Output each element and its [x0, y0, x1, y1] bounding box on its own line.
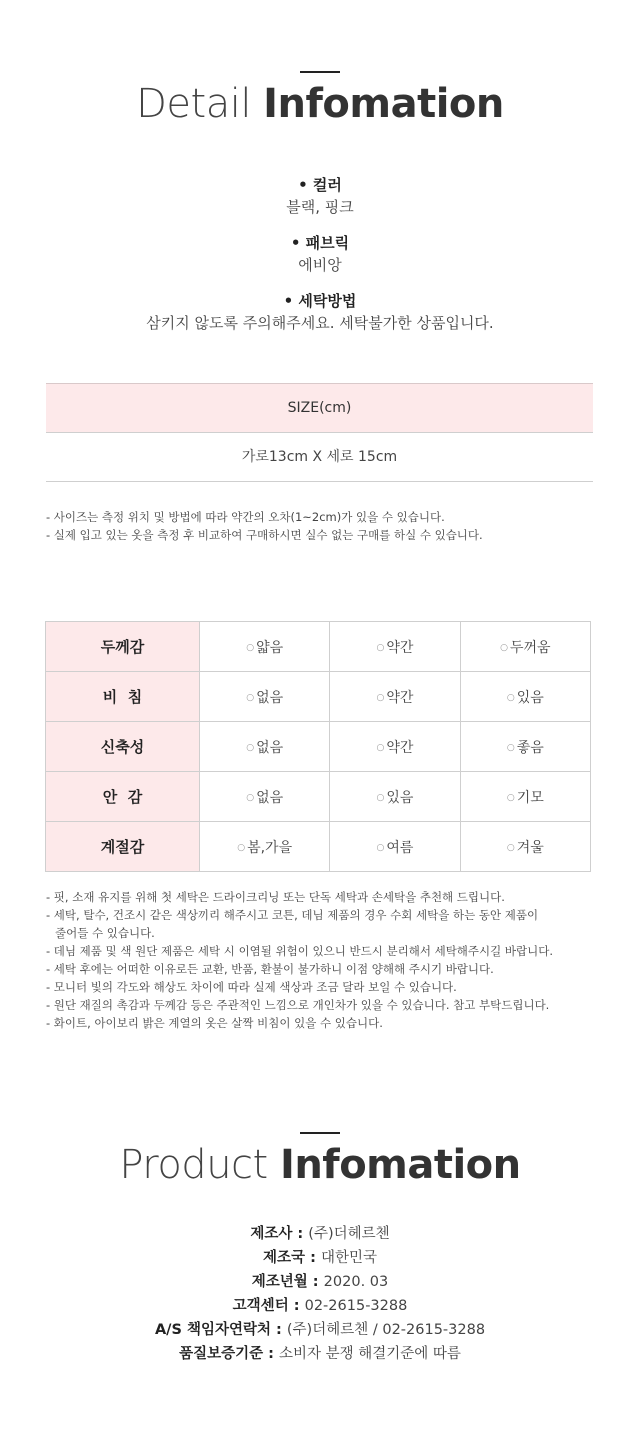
- product-title-thin: Product: [119, 1142, 280, 1188]
- circle-icon: ○: [376, 792, 385, 803]
- option-label: 봄,가을: [247, 839, 293, 856]
- info-key: 품질보증기준 :: [179, 1346, 279, 1362]
- circle-icon: ○: [506, 742, 515, 753]
- option-label: 약간: [386, 739, 414, 756]
- info-value: 소비자 분쟁 해결기준에 따름: [279, 1346, 461, 1362]
- spec-fabric: [0, 232, 640, 276]
- product-info-item: [0, 1318, 640, 1342]
- option-label: 있음: [386, 789, 414, 806]
- row-label: 안 감: [46, 772, 200, 822]
- info-value: (주)더헤르첸 / 02-2615-3288: [286, 1322, 486, 1338]
- care-note: - 세탁, 탈수, 건조시 같은 색상끼리 해주시고 코튼, 데님 제품의 경우 수회 세탁을 하는 동안 제품이: [46, 908, 539, 922]
- option-label: 여름: [386, 839, 414, 856]
- product-info-item: [0, 1222, 640, 1246]
- circle-icon: ○: [506, 792, 515, 803]
- circle-icon: ○: [246, 692, 255, 703]
- info-value: 02-2615-3288: [304, 1298, 408, 1314]
- circle-icon: ○: [506, 842, 515, 853]
- option-label: 없음: [256, 739, 284, 756]
- detail-title-bar: [300, 71, 340, 73]
- size-note: - 실제 입고 있는 옷을 측정 후 비교하여 구매하시면 실수 없는 구매를 하실 수 있습니다.: [46, 528, 483, 542]
- info-value: 대한민국: [320, 1250, 377, 1266]
- info-key: 제조년월 :: [251, 1274, 324, 1290]
- option-label: 두꺼움: [509, 639, 551, 656]
- info-key: A/S 책임자연락처 :: [154, 1322, 287, 1338]
- size-notes: [46, 508, 606, 544]
- care-note: - 화이트, 아이보리 밝은 계열의 옷은 살짝 비침이 있을 수 있습니다.: [46, 1016, 383, 1030]
- table-row: [46, 772, 591, 822]
- option-cell: [330, 672, 460, 722]
- option-label: 약간: [386, 689, 414, 706]
- option-cell: [200, 772, 330, 822]
- option-label: 좋음: [516, 739, 544, 756]
- size-value: 가로13cm X 세로 15cm: [46, 433, 593, 482]
- circle-icon: ○: [246, 792, 255, 803]
- option-label: 없음: [256, 789, 284, 806]
- care-note: 줄어들 수 있습니다.: [55, 926, 155, 940]
- option-cell: [330, 822, 460, 872]
- circle-icon: ○: [246, 742, 255, 753]
- size-header: SIZE(cm): [46, 383, 593, 433]
- product-info-list: [0, 1222, 640, 1366]
- care-notes: [46, 888, 606, 1032]
- table-row: [46, 822, 591, 872]
- row-label: 두께감: [46, 622, 200, 672]
- table-row: [46, 672, 591, 722]
- row-label: 비 침: [46, 672, 200, 722]
- option-cell: [460, 722, 590, 772]
- care-note: - 모니터 빛의 각도와 해상도 차이에 따라 실제 색상과 조금 달라 보일 수 있습니다.: [46, 980, 457, 994]
- info-value: 2020. 03: [323, 1274, 389, 1290]
- info-value: (주)더헤르첸: [308, 1226, 390, 1242]
- detail-title-bold: Infomation: [263, 81, 504, 127]
- option-cell: [330, 772, 460, 822]
- info-key: 제조사 :: [250, 1226, 309, 1242]
- spec-wash-label: • 세탁방법: [283, 292, 357, 310]
- spec-wash: [0, 290, 640, 334]
- spec-color: [0, 174, 640, 218]
- option-cell: [200, 672, 330, 722]
- option-label: 얇음: [256, 639, 284, 656]
- product-title-bar: [300, 1132, 340, 1134]
- table-row: [46, 722, 591, 772]
- info-key: 제조국 :: [263, 1250, 321, 1266]
- circle-icon: ○: [500, 642, 508, 653]
- circle-icon: ○: [376, 742, 385, 753]
- spec-color-label: • 컬러: [298, 176, 342, 194]
- spec-fabric-label: • 패브릭: [290, 234, 350, 252]
- table-row: [46, 622, 591, 672]
- option-label: 기모: [516, 789, 544, 806]
- product-info-item: [0, 1342, 640, 1366]
- detail-title-thin: Detail: [136, 81, 264, 127]
- circle-icon: ○: [237, 842, 246, 853]
- spec-color-value: 블랙, 핑크: [286, 198, 354, 216]
- size-note: - 사이즈는 측정 위치 및 방법에 따라 약간의 오차(1~2cm)가 있을 수 있습니다.: [46, 510, 445, 524]
- option-cell: [460, 622, 590, 672]
- spec-wash-value: 삼키지 않도록 주의해주세요. 세탁불가한 상품입니다.: [146, 314, 494, 332]
- option-cell: [200, 822, 330, 872]
- care-note: - 핏, 소재 유지를 위해 첫 세탁은 드라이크리닝 또는 단독 세탁과 손세탁을 추천해 드립니다.: [46, 890, 505, 904]
- circle-icon: ○: [506, 692, 515, 703]
- option-cell: [200, 622, 330, 672]
- product-title: [0, 1141, 640, 1189]
- option-cell: [460, 822, 590, 872]
- circle-icon: ○: [376, 642, 385, 653]
- detail-title: [0, 80, 640, 128]
- option-cell: [460, 672, 590, 722]
- fabric-feel-table: [45, 621, 591, 872]
- spec-fabric-value: 에비앙: [298, 256, 342, 274]
- option-cell: [460, 772, 590, 822]
- option-cell: [330, 722, 460, 772]
- care-note: - 원단 재질의 촉감과 두께감 등은 주관적인 느낌으로 개인차가 있을 수 있습니다. 참고 부탁드립니다.: [46, 998, 550, 1012]
- circle-icon: ○: [246, 642, 255, 653]
- option-label: 겨울: [516, 839, 544, 856]
- option-label: 있음: [516, 689, 544, 706]
- option-cell: [200, 722, 330, 772]
- product-info-item: [0, 1246, 640, 1270]
- product-title-bold: Infomation: [279, 1142, 521, 1188]
- product-info-item: [0, 1270, 640, 1294]
- care-note: - 데님 제품 및 색 원단 제품은 세탁 시 이염될 위험이 있으니 반드시 분리해서 세탁해주시길 바랍니다.: [46, 944, 553, 958]
- option-label: 없음: [256, 689, 284, 706]
- circle-icon: ○: [376, 842, 385, 853]
- product-info-item: [0, 1294, 640, 1318]
- circle-icon: ○: [376, 692, 385, 703]
- info-key: 고객센터 :: [232, 1298, 305, 1314]
- row-label: 계절감: [46, 822, 200, 872]
- care-note: - 세탁 후에는 어떠한 이유로든 교환, 반품, 환불이 불가하니 이점 양해해 주시기 바랍니다.: [46, 962, 494, 976]
- row-label: 신축성: [46, 722, 200, 772]
- option-label: 약간: [386, 639, 414, 656]
- option-cell: [330, 622, 460, 672]
